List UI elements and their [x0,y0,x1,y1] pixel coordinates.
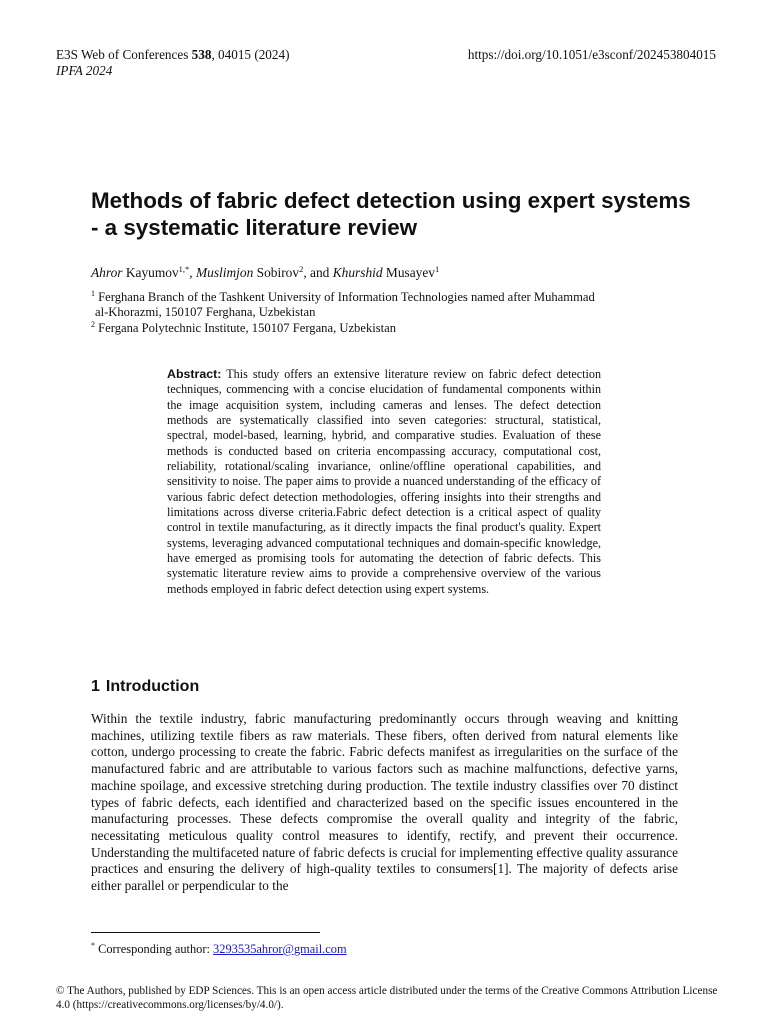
author-3-family: Musayev [382,265,436,280]
abstract-label: Abstract: [167,367,222,381]
footnote-marker: * [91,941,95,950]
author-separator: , [189,265,196,280]
footnote-label: Corresponding author: [95,942,214,956]
conference-prefix: E3S Web of Conferences [56,47,192,62]
affiliation-number: 1 [91,289,95,298]
affiliation-number: 2 [91,319,95,329]
affiliation-2 [91,321,691,336]
affiliation-text: Ferghana Branch of the Tashkent University of Information Technologies named after Muhammad [95,290,595,304]
introduction-paragraph: Within the textile industry, fabric manufacturing predominantly occurs through weaving and knitting machines, utilizing textile fibers as raw materials. These fibers, often derived from natural elements like cotton, undergo processing to create the fabric. Fabric defects manifest as irregularities on the surface of the manufactured fabric and are attributable to various factors such as machine malfunctions, defective yarns, machine spoilage, and excessive stretching during production. The textile industry classifies over 70 distinct types of fabric defects, each identified and characterized based on the specific issues encountered in the manufacturing processes. These defects compromise the overall quality and integrity of the fabric, necessitating meticulous quality control measures to identify, rectify, and prevent their occurrence. Understanding the multifaceted nature of fabric defects is crucial for implementing effective quality assurance practices and ensuring the delivery of high-quality textiles to consumers[1]. The majority of defects arise either parallel or perpendicular to the [91,711,678,894]
author-separator: , and [303,265,333,280]
conference-suffix: , 04015 (2024) [211,47,290,62]
running-header-left [56,47,289,79]
author-1-given: Ahror [91,265,123,280]
volume-number: 538 [191,47,212,62]
section-heading [91,678,199,696]
affiliation-text: Fergana Polytechnic Institute, 150107 Fergana, Uzbekistan [95,320,397,335]
author-1-family: Kayumov [122,265,179,280]
author-2-family: Sobirov [253,265,300,280]
author-list [91,265,439,281]
abstract-text: This study offers an extensive literature review on fabric defect detection techniques, commencing with a concise elucidation of fundamental components within the image acquisition system, including cameras and lenses. The defect detection methods are systematically classified into seven categories: structural, statistical, spectral, model-based, learning, hybrid, and comparative studies. Evaluation of these methods is conducted based on criteria encompassing accuracy, computational cost, reliability, rotational/scaling invariance, online/offline operational capabilities, and sensitivity to noise. The paper aims to provide a nuanced understanding of the efficacy of various fabric defect detection methodologies, offering insights into their strengths and limitations across diverse criteria.Fabric defect detection is a critical aspect of quality control in textile manufacturing, as it directly impacts the final product's quality. Expert systems, leveraging advanced computational techniques and domain-specific knowledge, have emerged as promising tools for automating the detection of fabric defects. This systematic literature review aims to provide a comprehensive overview of the various methods employed in fabric defect detection using expert systems. [167,367,601,596]
affiliation-1 [91,290,691,305]
paper-title: Methods of fabric defect detection using expert systems - a systematic literature review [91,188,691,240]
corresponding-email-link[interactable]: 3293535ahror@gmail.com [213,942,347,956]
section-title: Introduction [105,678,200,695]
affiliation-1-cont: al-Khorazmi, 150107 Ferghana, Uzbekistan [95,305,316,320]
section-number: 1 [91,678,100,695]
doi-link[interactable]: https://doi.org/10.1051/e3sconf/202453804015 [467,47,716,62]
event-name: IPFA 2024 [56,63,113,78]
author-3-given: Khurshid [332,265,383,280]
conference-citation [56,47,289,63]
footnote-divider [91,932,320,933]
author-1-affil: 1,* [178,264,190,274]
author-3-affil: 1 [435,264,440,274]
footnote [91,942,347,957]
affiliations [91,290,691,336]
author-2-given: Muslimjon [196,265,254,280]
abstract [167,367,601,597]
author-2-affil: 2 [299,264,304,274]
license-notice: © The Authors, published by EDP Sciences. This is an open access article distributed under the terms of the Creative Commons Attribution License 4.0 (https://creativecommons.org/licenses/by/4.0/). [56,985,718,1011]
